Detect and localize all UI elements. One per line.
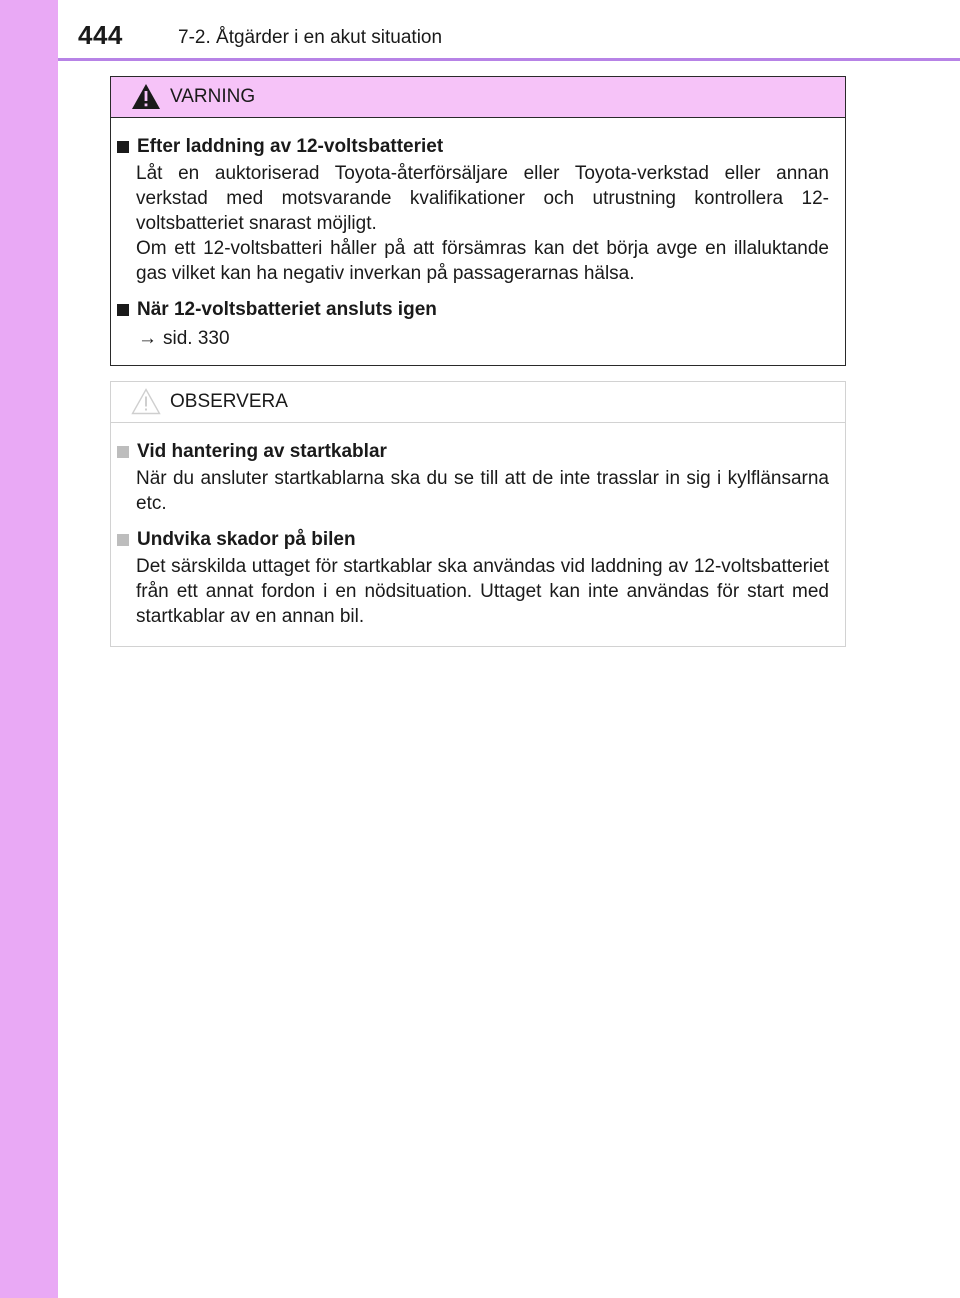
- reference-text: sid. 330: [163, 328, 230, 349]
- notice-box: [110, 381, 846, 647]
- square-bullet-icon: [117, 304, 129, 316]
- warning-item: [117, 297, 829, 351]
- header-divider: [58, 58, 960, 61]
- warning-label: VARNING: [170, 86, 256, 107]
- item-paragraph: Det särskilda uttaget för startkablar ska användas vid laddning av 12-voltsbatteriet från ett annat fordon i en nödsituation. Uttaget kan inte användas för start med startkablar av en annan bil.: [136, 556, 829, 627]
- warning-box: [110, 76, 846, 366]
- square-bullet-icon: [117, 141, 129, 153]
- item-title: Efter laddning av 12-voltsbatteriet: [137, 136, 444, 157]
- item-title: Undvika skador på bilen: [137, 529, 356, 550]
- item-paragraph: Låt en auktoriserad Toyota-återförsäljare eller Toyota-verkstad eller annan verkstad med motsvarande kvalifikationer och utrustning kontrollera 12-voltsbatteriet snarast möjligt.: [136, 163, 829, 234]
- notice-item: [117, 439, 829, 516]
- warning-header: [111, 77, 845, 118]
- square-bullet-icon: [117, 534, 129, 546]
- notice-header: [111, 382, 845, 423]
- section-title: 7-2. Åtgärder i en akut situation: [178, 27, 443, 48]
- page-reference: [138, 326, 829, 351]
- item-paragraph: Om ett 12-voltsbatteri håller på att försämras kan det börja avge en illaluktande gas vilket kan ha negativ inverkan på passagerarnas hälsa.: [136, 238, 829, 284]
- warning-item: [117, 134, 829, 286]
- item-title: Vid hantering av startkablar: [137, 441, 387, 462]
- square-bullet-icon: [117, 446, 129, 458]
- arrow-right-icon: →: [138, 328, 157, 349]
- caution-triangle-icon: [131, 388, 161, 415]
- notice-item: [117, 527, 829, 629]
- item-paragraph: När du ansluter startkablarna ska du se till att de inte trasslar in sig i kylflänsarna etc.: [136, 468, 829, 514]
- page-number: 444: [78, 20, 123, 50]
- item-title: När 12-voltsbatteriet ansluts igen: [137, 299, 437, 320]
- warning-triangle-icon: [131, 83, 161, 110]
- side-color-band: [0, 0, 58, 1298]
- notice-label: OBSERVERA: [170, 391, 288, 412]
